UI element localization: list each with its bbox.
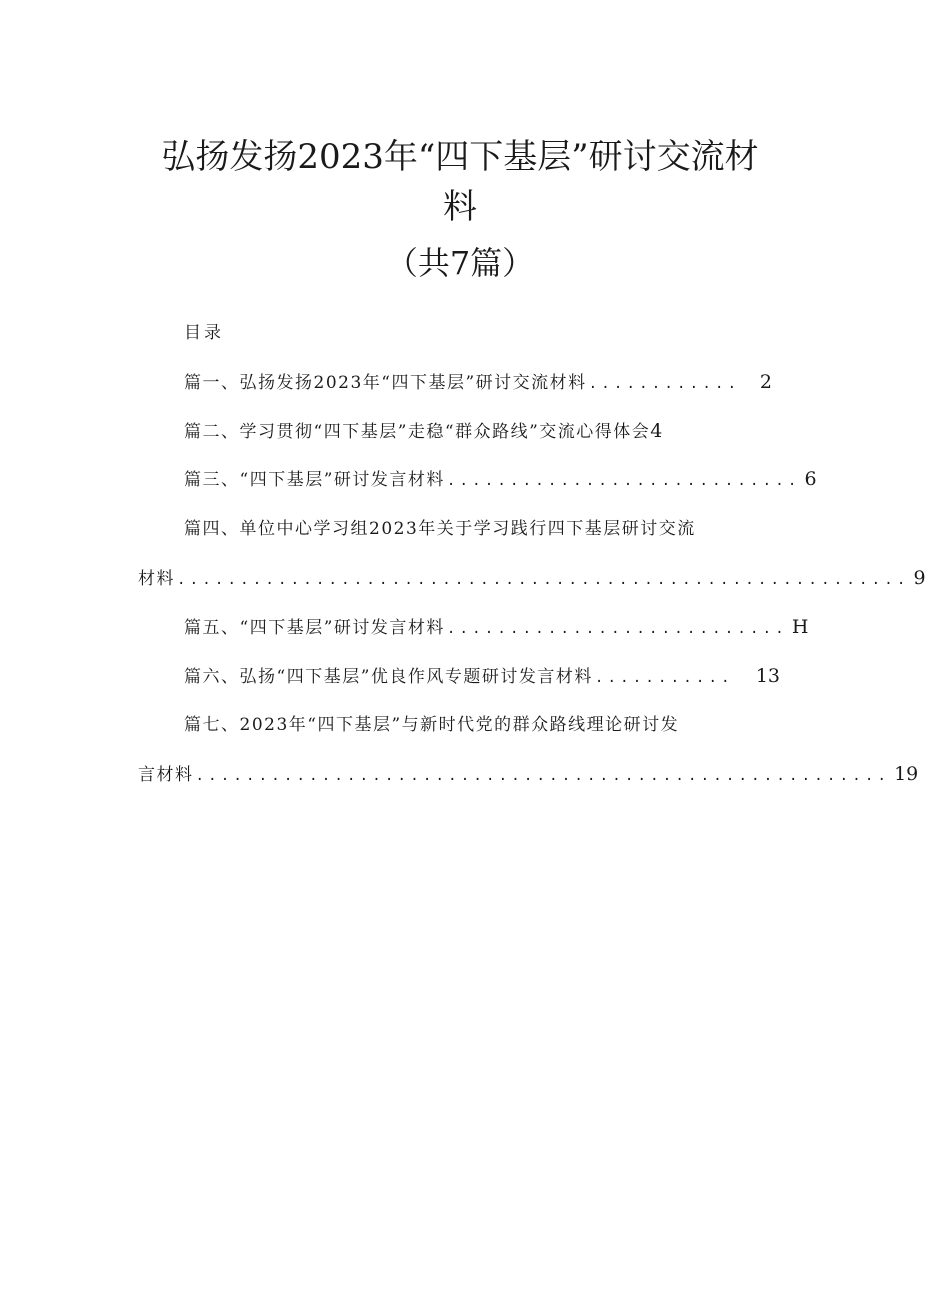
toc-page-number: 6 — [804, 468, 817, 490]
toc-entry-label: 篇一、弘扬发扬2023年“四下基层”研讨交流材料 — [184, 373, 587, 393]
toc-leader-dots: ............ — [588, 376, 741, 392]
toc-page-number: 9 — [913, 567, 926, 589]
toc-entry-label: 篇四、单位中心学习组2023年关于学习践行四下基层研讨交流 — [184, 519, 696, 539]
toc-leader-dots: ....................................................... — [195, 768, 891, 784]
toc-page-number: 13 — [755, 665, 780, 687]
toc-entry-7[interactable] — [184, 713, 744, 737]
toc-leader-dots: .......................................................... — [177, 572, 910, 588]
toc-page-number: 4 — [650, 420, 663, 442]
toc-leader-dots: ............................ — [446, 473, 801, 489]
toc-entry-label: 篇二、学习贯彻“四下基层”走稳“群众路线”交流心得体会 — [184, 422, 651, 442]
toc-entry-3[interactable] — [184, 467, 817, 491]
toc-entry-label: 篇六、弘扬“四下基层”优良作风专题研讨发言材料 — [184, 667, 593, 687]
toc-leader-dots: ........................... — [446, 621, 788, 637]
toc-entry-label: 言材料 — [138, 765, 194, 785]
toc-entry-2[interactable] — [184, 419, 772, 443]
toc-page-number: 19 — [894, 763, 919, 785]
toc-entry-1[interactable] — [184, 370, 772, 394]
toc-entry-4-continued[interactable] — [138, 566, 926, 590]
title-line-1: 弘扬发扬2023年“四下基层”研讨交流材 — [161, 137, 759, 177]
document-title — [100, 132, 820, 288]
title-count: （共7篇） — [385, 244, 535, 282]
toc-entry-label: 材料 — [138, 569, 175, 589]
toc-heading: 目录 — [184, 323, 224, 343]
toc-leader-dots: ........... — [594, 670, 734, 686]
toc-entry-label: 篇七、2023年“四下基层”与新时代党的群众路线理论研讨发 — [184, 715, 680, 735]
toc-entry-7-continued[interactable] — [138, 762, 919, 786]
toc-entry-label: 篇五、“四下基层”研讨发言材料 — [184, 618, 445, 638]
toc-entry-label: 篇三、“四下基层”研讨发言材料 — [184, 470, 445, 490]
toc-entry-6[interactable] — [184, 664, 780, 688]
toc-page-number: H — [791, 616, 809, 638]
toc-entry-4[interactable] — [184, 517, 744, 541]
title-line-2: 料 — [443, 187, 477, 227]
toc-entry-5[interactable] — [184, 615, 809, 639]
toc-page-number: 2 — [759, 371, 772, 393]
